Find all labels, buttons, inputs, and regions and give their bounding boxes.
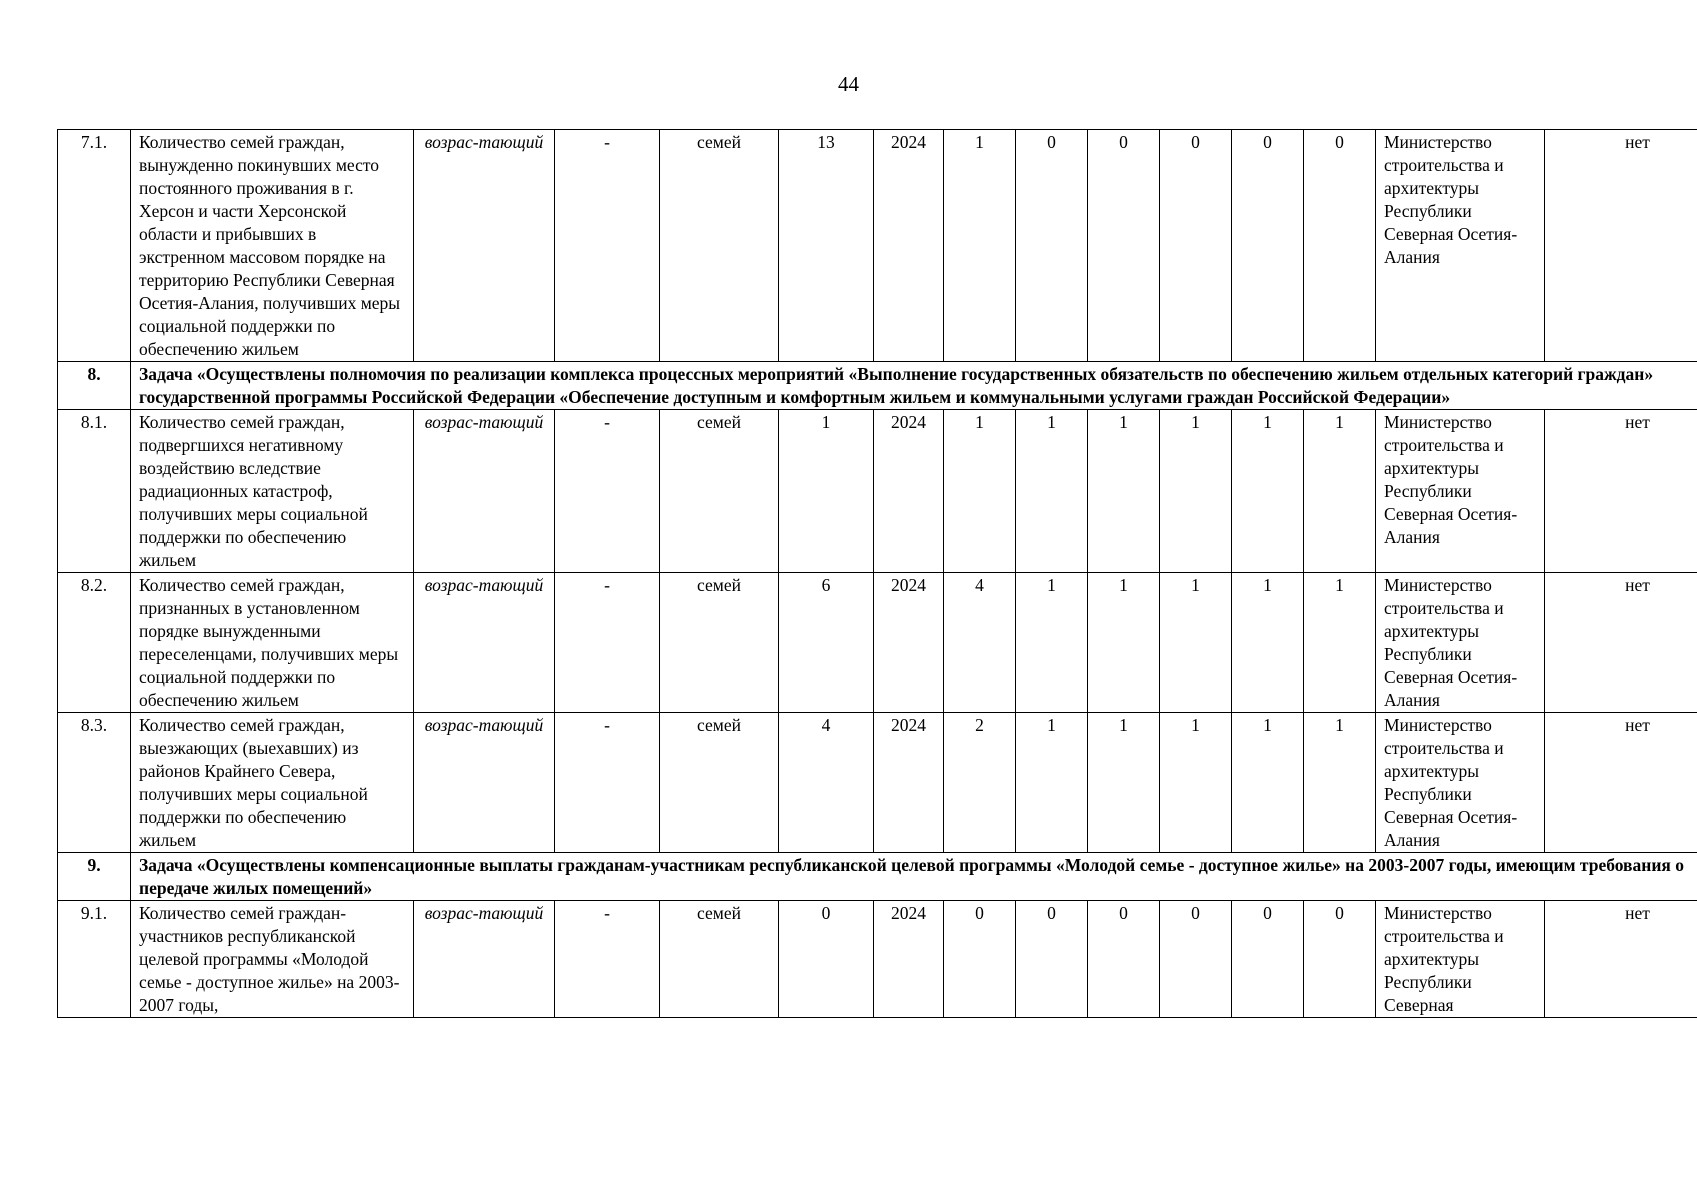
unit-cell: семей	[660, 573, 779, 713]
value-cell: 1	[1304, 573, 1376, 713]
value-cell: 1	[1304, 410, 1376, 573]
responsible-cell: Министерство строительства и архитектуры Республики Северная Осетия-Алания	[1376, 713, 1545, 853]
value-cell: 1	[1160, 573, 1232, 713]
task-text: Задача «Осуществлены полномочия по реализации комплекса процессных мероприятий «Выполнение государственных обязательств по обеспечению жильем отдельных категорий граждан» государственной программы Российской Федерации «Обеспечение доступным и комфортным жильем и коммунальными услугами граждан Российской Федерации»	[131, 362, 1697, 410]
direction-cell: возрас-тающий	[414, 130, 555, 362]
flag-cell: нет	[1545, 713, 1697, 853]
table-row	[58, 410, 1697, 573]
indicator-name: Количество семей граждан, выезжающих (выехавших) из районов Крайнего Севера, получивших меры социальной поддержки по обеспечению жильем	[131, 713, 414, 853]
value-cell: 1	[1232, 573, 1304, 713]
base-year-cell: 2024	[874, 410, 944, 573]
row-number: 7.1.	[58, 130, 131, 362]
value-cell: 4	[944, 573, 1016, 713]
unit-cell: семей	[660, 130, 779, 362]
value-cell: 0	[1232, 130, 1304, 362]
task-row	[58, 362, 1697, 410]
unit-cell: семей	[660, 901, 779, 1018]
flag-cell: нет	[1545, 901, 1697, 1018]
table-row	[58, 573, 1697, 713]
base-year-cell: 2024	[874, 130, 944, 362]
flag-cell: нет	[1545, 410, 1697, 573]
dash-cell: -	[555, 901, 660, 1018]
value-cell: 0	[1232, 901, 1304, 1018]
row-number: 8.3.	[58, 713, 131, 853]
value-cell: 1	[1088, 573, 1160, 713]
value-cell: 1	[944, 410, 1016, 573]
row-number: 8.2.	[58, 573, 131, 713]
value-cell: 1	[1016, 410, 1088, 573]
indicator-name: Количество семей граждан, вынужденно покинувших место постоянного проживания в г. Херсон и части Херсонской области и прибывших в экстренном массовом порядке на территорию Республики Северная Осетия-Алания, получивших меры социальной поддержки по обеспечению жильем	[131, 130, 414, 362]
dash-cell: -	[555, 713, 660, 853]
indicators-table	[57, 129, 1697, 1018]
dash-cell: -	[555, 130, 660, 362]
indicator-name: Количество семей граждан-участников республиканской целевой программы «Молодой семье - доступное жилье» на 2003-2007 годы,	[131, 901, 414, 1018]
indicator-name: Количество семей граждан, подвергшихся негативному воздействию вследствие радиационных катастроф, получивших меры социальной поддержки по обеспечению жильем	[131, 410, 414, 573]
value-cell: 0	[1088, 901, 1160, 1018]
value-cell: 0	[1160, 901, 1232, 1018]
row-number: 8.1.	[58, 410, 131, 573]
base-year-cell: 2024	[874, 713, 944, 853]
base-value-cell: 6	[779, 573, 874, 713]
task-number: 9.	[58, 853, 131, 901]
base-year-cell: 2024	[874, 573, 944, 713]
table-row	[58, 901, 1697, 1018]
direction-cell: возрас-тающий	[414, 713, 555, 853]
value-cell: 1	[1088, 410, 1160, 573]
row-number: 9.1.	[58, 901, 131, 1018]
table-row	[58, 713, 1697, 853]
page-number: 44	[838, 72, 859, 96]
direction-cell: возрас-тающий	[414, 573, 555, 713]
responsible-cell: Министерство строительства и архитектуры Республики Северная Осетия-Алания	[1376, 130, 1545, 362]
value-cell: 1	[1304, 713, 1376, 853]
dash-cell: -	[555, 410, 660, 573]
value-cell: 0	[1088, 130, 1160, 362]
task-number: 8.	[58, 362, 131, 410]
value-cell: 0	[1304, 130, 1376, 362]
base-value-cell: 0	[779, 901, 874, 1018]
unit-cell: семей	[660, 410, 779, 573]
value-cell: 1	[944, 130, 1016, 362]
unit-cell: семей	[660, 713, 779, 853]
base-value-cell: 4	[779, 713, 874, 853]
base-value-cell: 1	[779, 410, 874, 573]
value-cell: 1	[1160, 410, 1232, 573]
flag-cell: нет	[1545, 130, 1697, 362]
responsible-cell: Министерство строительства и архитектуры Республики Северная Осетия-Алания	[1376, 573, 1545, 713]
value-cell: 0	[1160, 130, 1232, 362]
base-year-cell: 2024	[874, 901, 944, 1018]
flag-cell: нет	[1545, 573, 1697, 713]
indicator-name: Количество семей граждан, признанных в установленном порядке вынужденными переселенцами, получивших меры социальной поддержки по обеспечению жильем	[131, 573, 414, 713]
table-body	[58, 130, 1697, 1018]
task-row	[58, 853, 1697, 901]
value-cell: 0	[1016, 901, 1088, 1018]
value-cell: 1	[1016, 713, 1088, 853]
value-cell: 0	[1304, 901, 1376, 1018]
responsible-cell: Министерство строительства и архитектуры Республики Северная	[1376, 901, 1545, 1018]
direction-cell: возрас-тающий	[414, 901, 555, 1018]
table-row	[58, 130, 1697, 362]
responsible-cell: Министерство строительства и архитектуры Республики Северная Осетия-Алания	[1376, 410, 1545, 573]
task-text: Задача «Осуществлены компенсационные выплаты гражданам-участникам республиканской целевой программы «Молодой семье - доступное жилье» на 2003-2007 годы, имеющим требования о передаче жилых помещений»	[131, 853, 1697, 901]
value-cell: 0	[1016, 130, 1088, 362]
value-cell: 1	[1232, 713, 1304, 853]
value-cell: 2	[944, 713, 1016, 853]
value-cell: 1	[1088, 713, 1160, 853]
value-cell: 1	[1160, 713, 1232, 853]
base-value-cell: 13	[779, 130, 874, 362]
dash-cell: -	[555, 573, 660, 713]
value-cell: 0	[944, 901, 1016, 1018]
direction-cell: возрас-тающий	[414, 410, 555, 573]
value-cell: 1	[1232, 410, 1304, 573]
value-cell: 1	[1016, 573, 1088, 713]
